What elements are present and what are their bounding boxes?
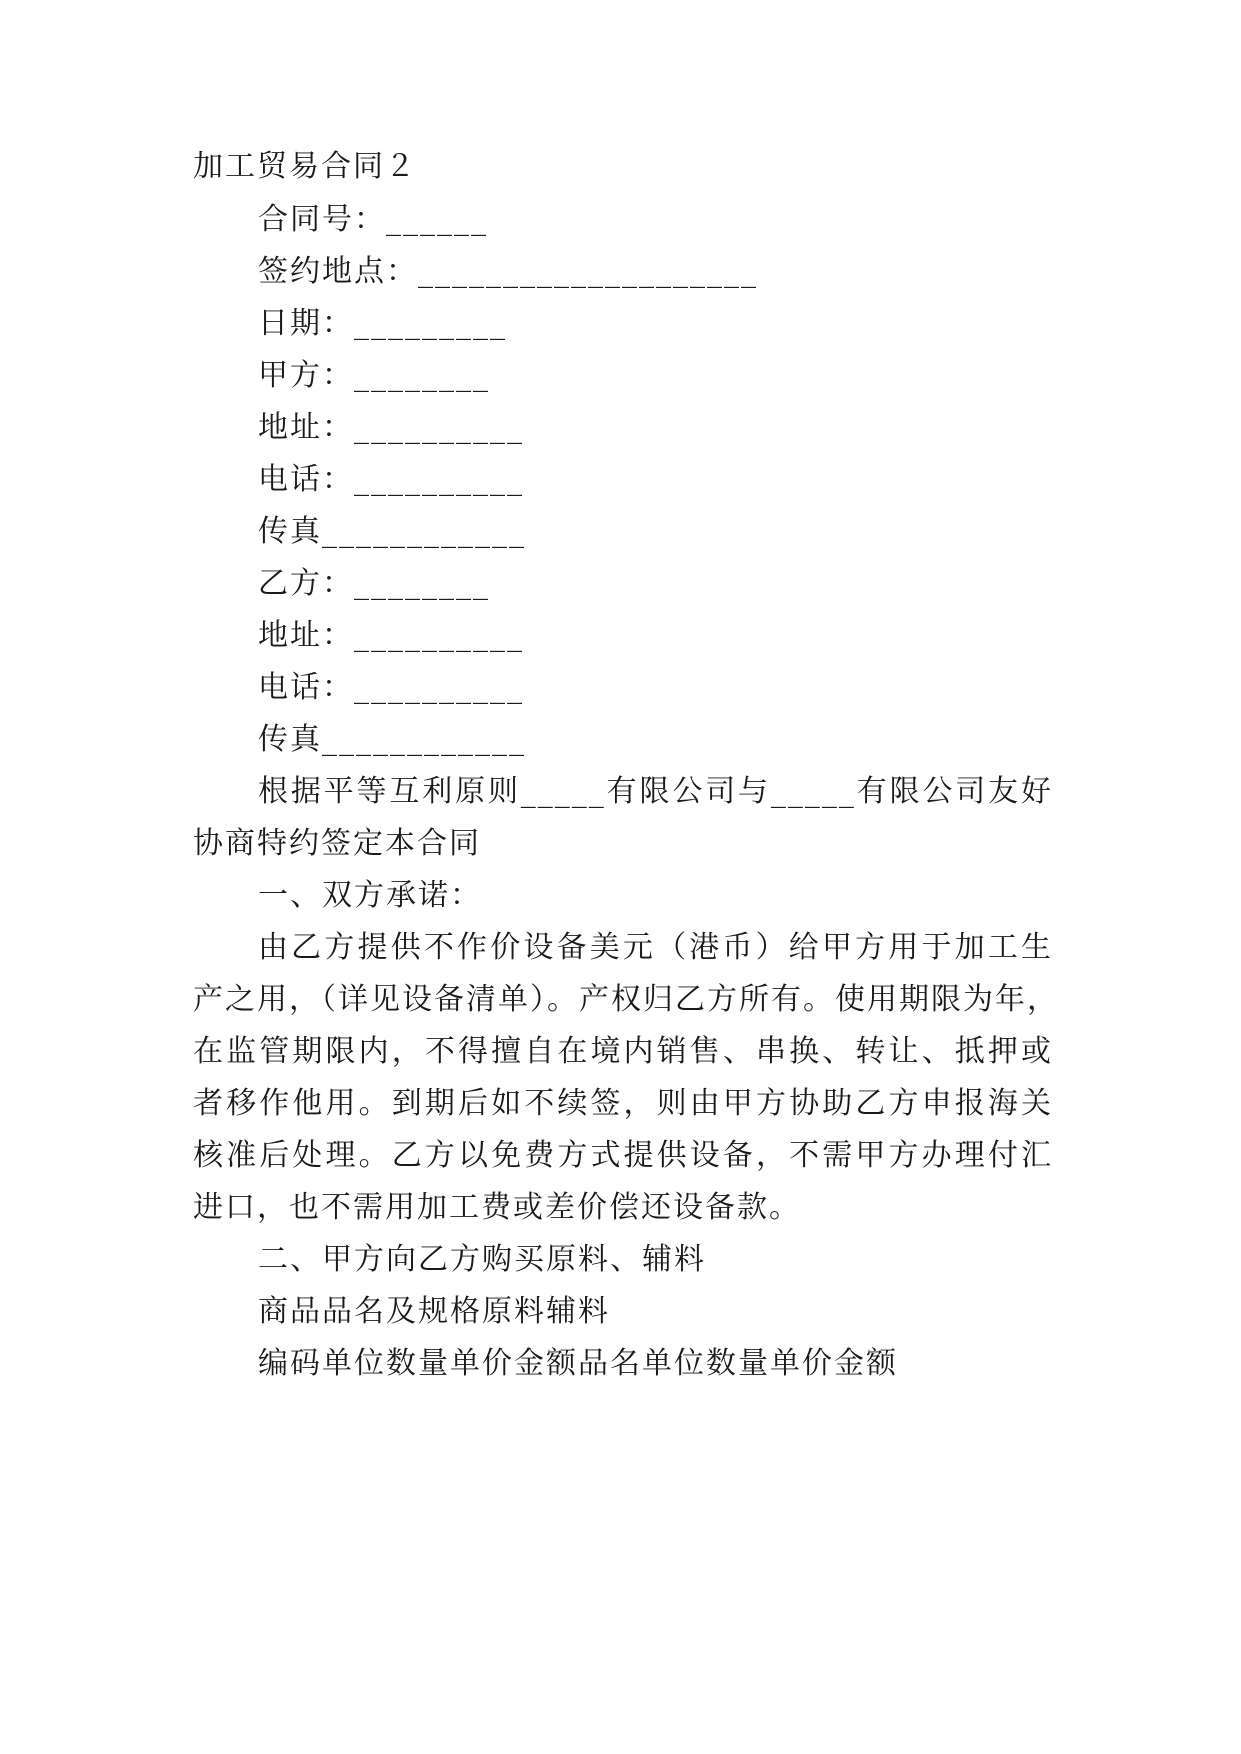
field-party-a-fax: 传真____________	[258, 514, 526, 549]
table-header-line-2: 编码单位数量单价金额品名单位数量单价金额	[258, 1346, 898, 1381]
field-party-a: 甲方：________	[258, 358, 490, 393]
field-party-b-phone: 电话：__________	[258, 670, 524, 705]
intro-line: 协商特约签定本合同	[193, 826, 481, 861]
section1-body-line: 产之用，（详见设备清单）。产权归乙方所有。使用期限为年，	[193, 982, 1059, 1017]
section-heading-2: 二、甲方向乙方购买原料、辅料	[258, 1242, 706, 1277]
section1-body-line: 进口，也不需用加工费或差价偿还设备款。	[193, 1190, 801, 1225]
section1-body-line: 由乙方提供不作价设备美元（港币）给甲方用于加工生	[258, 930, 1053, 965]
table-header-line-1: 商品品名及规格原料辅料	[258, 1294, 610, 1329]
field-party-a-phone: 电话：__________	[258, 462, 524, 497]
field-contract-number: 合同号：______	[258, 202, 488, 237]
section1-body-line: 者移作他用。到期后如不续签，则由甲方协助乙方申报海关	[193, 1086, 1053, 1121]
field-party-b-address: 地址：__________	[258, 618, 524, 653]
field-date: 日期：_________	[258, 306, 507, 341]
field-party-b-fax: 传真____________	[258, 722, 526, 757]
field-party-a-address: 地址：__________	[258, 410, 524, 445]
intro-line: 根据平等互利原则_____有限公司与_____有限公司友好	[258, 774, 1053, 809]
field-signing-place: 签约地点：____________________	[258, 254, 758, 289]
section1-body-line: 在监管期限内，不得擅自在境内销售、串换、转让、抵押或	[193, 1034, 1053, 1069]
document-title: 加工贸易合同２	[193, 149, 417, 184]
section-heading-1: 一、双方承诺：	[258, 878, 482, 913]
section1-body-line: 核准后处理。乙方以免费方式提供设备，不需甲方办理付汇	[193, 1138, 1053, 1173]
field-party-b: 乙方：________	[258, 566, 490, 601]
